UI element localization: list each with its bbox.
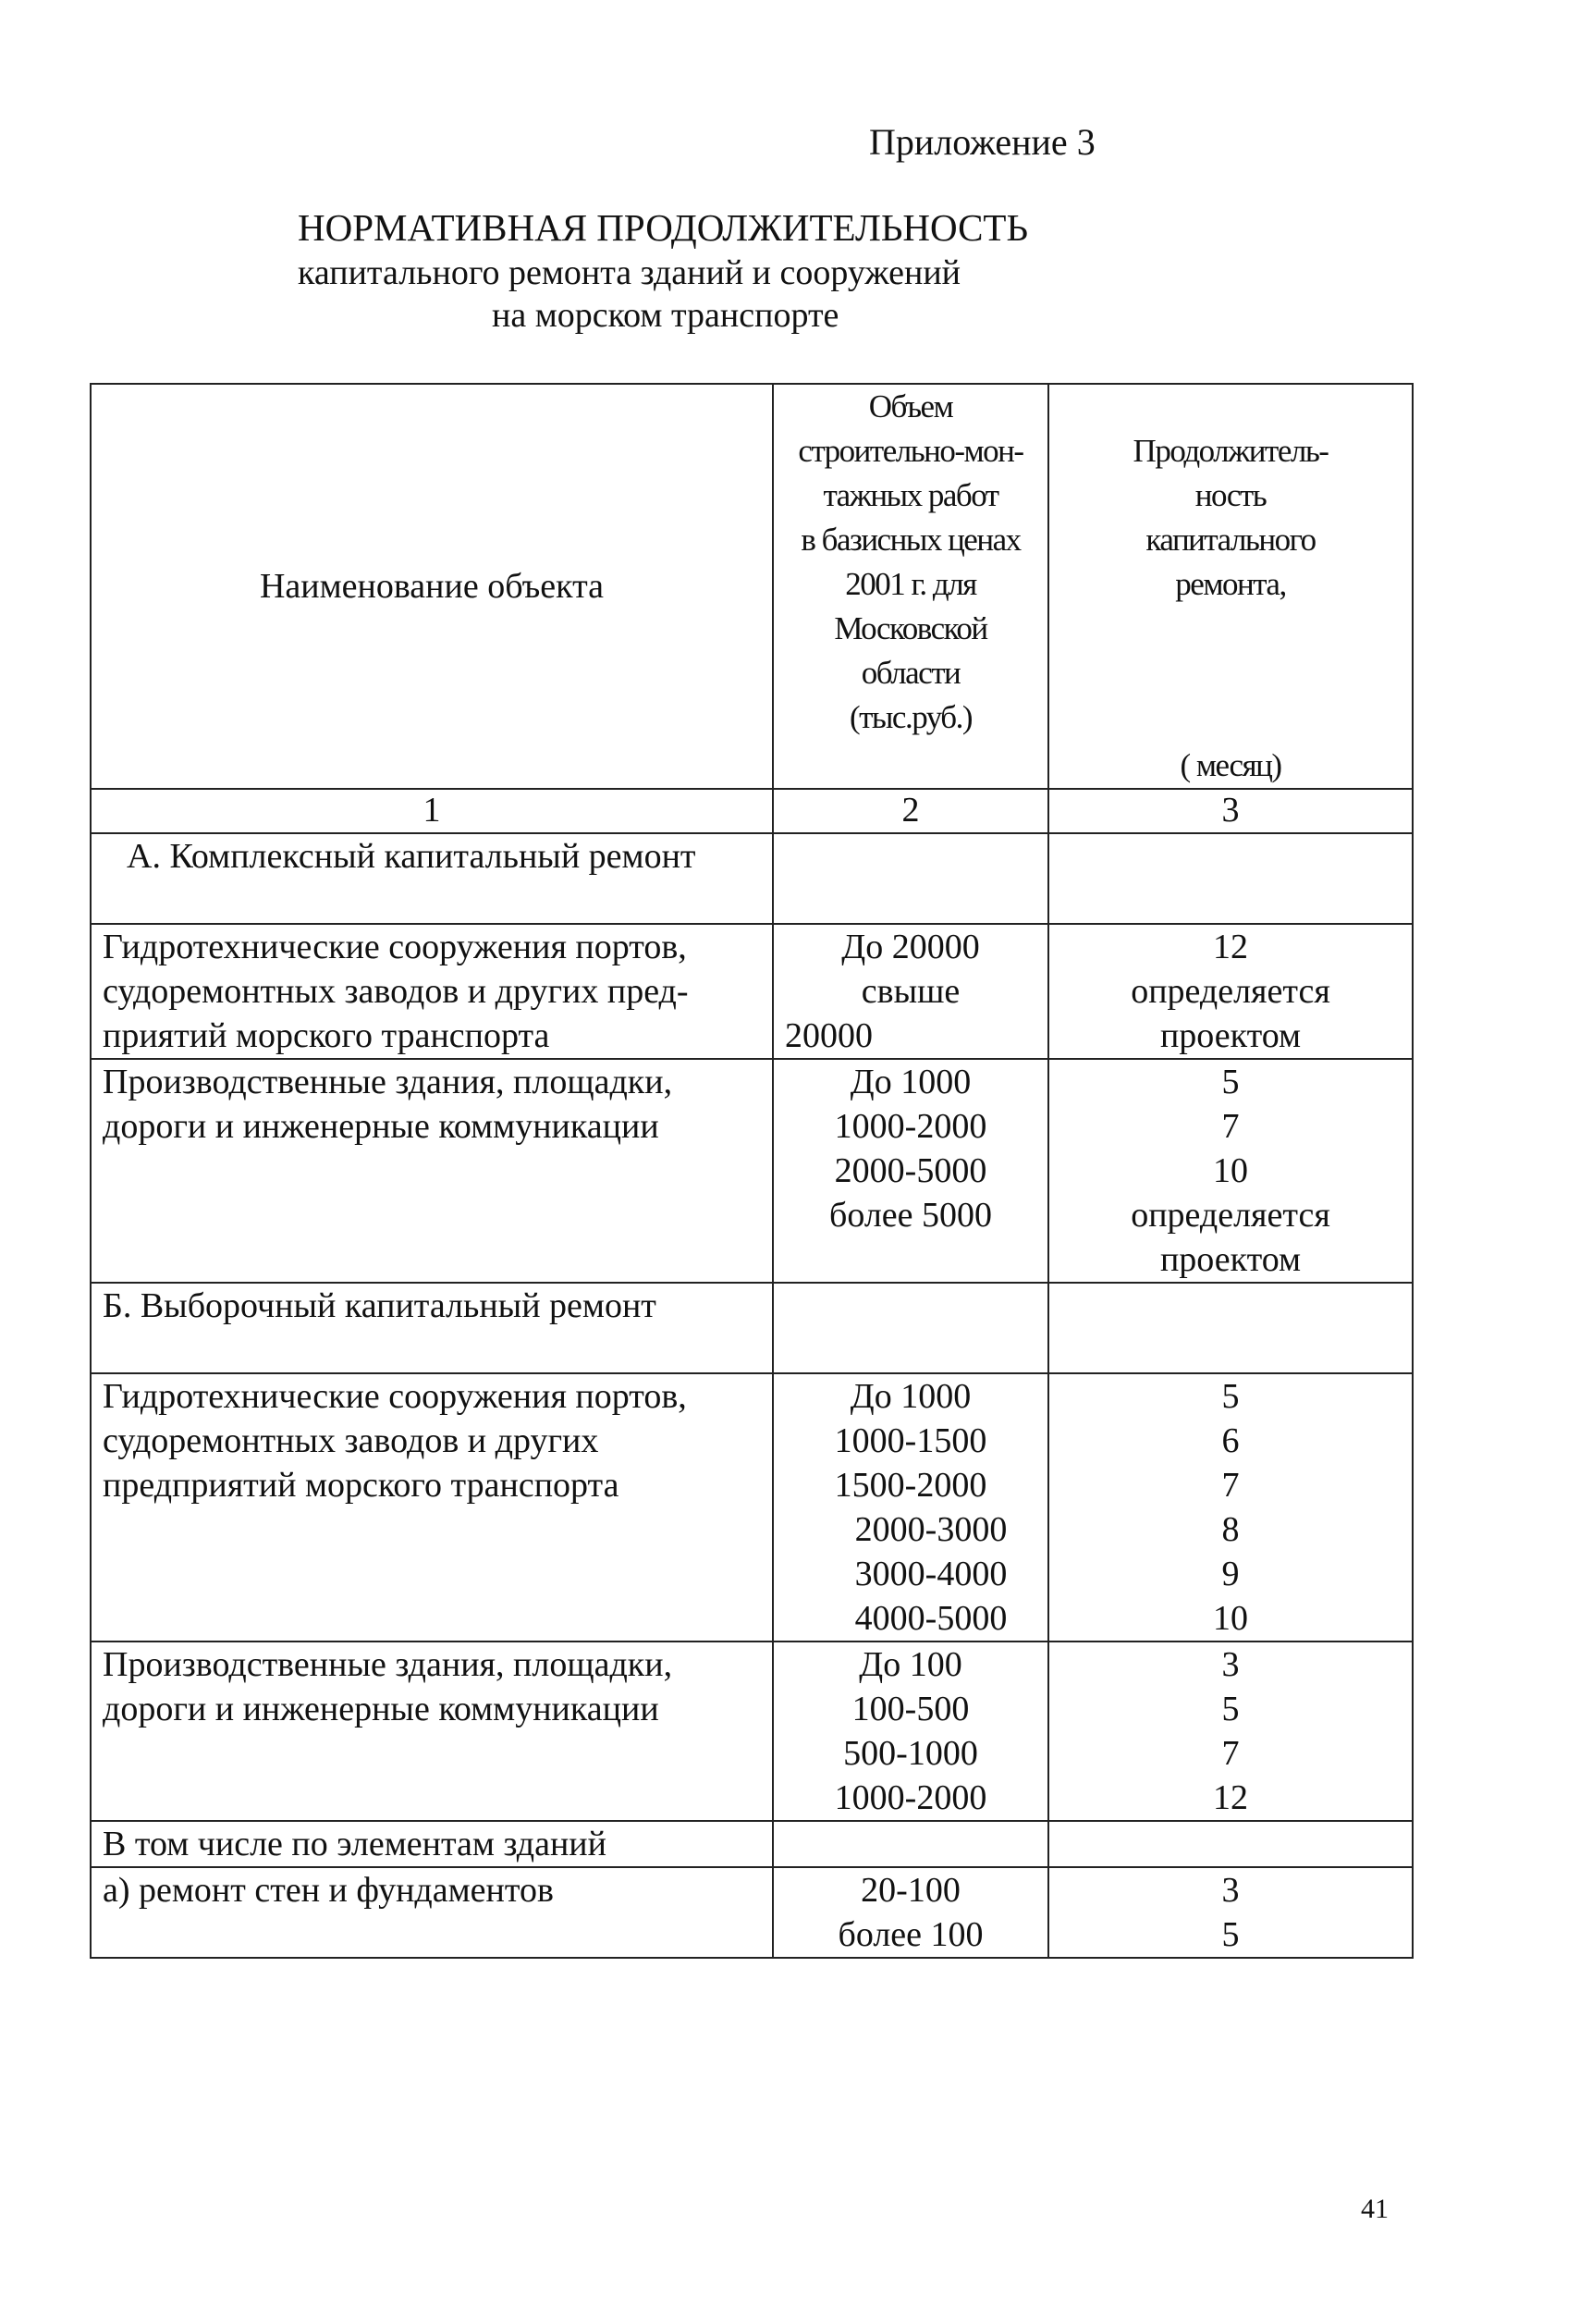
volume-cell <box>773 1059 1048 1283</box>
header-volume-line: (тыс.руб.) <box>849 699 973 735</box>
volume-cell <box>773 1867 1048 1958</box>
header-volume <box>773 384 1048 789</box>
duration-value: 7 <box>1221 1734 1240 1773</box>
object-name-cell <box>91 924 773 1059</box>
object-name-line: дороги и инженерные коммуникации <box>103 1107 659 1146</box>
header-volume-line: области <box>861 655 961 691</box>
object-name-line: дороги и инженерные коммуникации <box>103 1690 659 1728</box>
header-volume-line: строительно-мон- <box>798 433 1023 469</box>
duration-value: 6 <box>1221 1421 1240 1460</box>
empty-cell <box>1048 833 1413 924</box>
duration-cell <box>1048 1373 1413 1642</box>
volume-value: свыше <box>861 972 961 1011</box>
header-volume-line: 2001 г. для <box>845 566 976 602</box>
duration-value: 3 <box>1221 1645 1240 1684</box>
volume-value: 1500-2000 <box>834 1466 987 1505</box>
page-number: 41 <box>1361 2194 1389 2224</box>
volume-value: 20-100 <box>861 1871 961 1910</box>
object-name-line: предприятий морского транспорта <box>103 1466 619 1505</box>
header-duration-line: ность <box>1194 477 1267 513</box>
elements-heading: В том числе по элементам зданий <box>91 1821 773 1867</box>
duration-value: 5 <box>1221 1377 1240 1416</box>
object-name-line: а) ремонт стен и фундаментов <box>103 1871 554 1910</box>
object-name-line: приятий морского транспорта <box>103 1016 550 1055</box>
volume-value: 4000-5000 <box>854 1599 1008 1638</box>
empty-cell <box>773 1283 1048 1373</box>
column-number-row <box>91 789 1413 833</box>
header-volume-line: Объем <box>868 388 953 424</box>
object-name-line: Гидротехнические сооружения портов, <box>103 928 687 966</box>
volume-value: более 5000 <box>828 1196 993 1235</box>
header-volume-line: в базисных ценах <box>801 522 1021 558</box>
volume-value: До 100 <box>859 1645 962 1684</box>
empty-cell <box>773 1821 1048 1867</box>
object-name-line: Производственные здания, площадки, <box>103 1063 673 1101</box>
header-duration-line: капитального <box>1145 522 1316 558</box>
duration-value: 5 <box>1221 1915 1240 1954</box>
header-duration-line: ремонта, <box>1175 566 1286 602</box>
duration-value: 12 <box>1213 928 1248 966</box>
header-object-name: Наименование объекта <box>91 384 773 789</box>
duration-value: 5 <box>1221 1063 1240 1101</box>
duration-value: 10 <box>1213 1599 1248 1638</box>
norms-table <box>90 383 1414 1959</box>
document-title: НОРМАТИВНАЯ ПРОДОЛЖИТЕЛЬНОСТЬ <box>298 206 1029 249</box>
duration-value: определяется <box>1131 1196 1330 1235</box>
table-row <box>91 924 1413 1059</box>
table-row <box>91 1059 1413 1283</box>
column-number: 1 <box>91 789 773 833</box>
empty-cell <box>1048 1821 1413 1867</box>
table-row <box>91 1373 1413 1642</box>
duration-cell <box>1048 924 1413 1059</box>
volume-value: 3000-4000 <box>854 1555 1008 1593</box>
object-name-cell <box>91 1059 773 1283</box>
volume-value: До 20000 <box>841 928 980 966</box>
duration-value: 7 <box>1221 1107 1240 1146</box>
table-header-row <box>91 384 1413 789</box>
duration-value: 8 <box>1221 1510 1240 1549</box>
header-duration <box>1048 384 1413 789</box>
section-a-heading: А. Комплексный капитальный ремонт <box>91 833 773 924</box>
duration-value: 7 <box>1221 1466 1240 1505</box>
duration-value: проектом <box>1159 1016 1302 1055</box>
volume-value: 100-500 <box>851 1690 970 1728</box>
object-name-line: судоремонтных заводов и других <box>103 1421 599 1460</box>
duration-value: 3 <box>1221 1871 1240 1910</box>
document-subtitle-line-1: капитального ремонта зданий и сооружений <box>298 253 961 292</box>
header-volume-line: тажных работ <box>823 477 998 513</box>
volume-value: 500-1000 <box>843 1734 978 1773</box>
header-duration-line: Продолжитель- <box>1133 433 1329 469</box>
volume-value: 2000-3000 <box>854 1510 1008 1549</box>
document-subtitle-line-2: на морском транспорте <box>492 296 839 335</box>
appendix-label: Приложение 3 <box>869 121 1096 163</box>
duration-value: 10 <box>1213 1151 1248 1190</box>
duration-cell <box>1048 1642 1413 1821</box>
object-name-cell <box>91 1867 773 1958</box>
header-volume-line: Московской <box>834 610 987 646</box>
volume-value: До 1000 <box>850 1063 972 1101</box>
volume-value: 20000 <box>785 1016 873 1055</box>
object-name-line: судоремонтных заводов и других пред- <box>103 972 689 1011</box>
section-b-row <box>91 1283 1413 1373</box>
volume-cell <box>773 1642 1048 1821</box>
column-number: 2 <box>773 789 1048 833</box>
table-row <box>91 1642 1413 1821</box>
empty-cell <box>773 833 1048 924</box>
duration-value: 9 <box>1221 1555 1240 1593</box>
volume-value: 1000-2000 <box>834 1107 987 1146</box>
volume-cell <box>773 1373 1048 1642</box>
elements-heading-row <box>91 1821 1413 1867</box>
object-name-line: Производственные здания, площадки, <box>103 1645 673 1684</box>
column-number: 3 <box>1048 789 1413 833</box>
duration-value: определяется <box>1131 972 1330 1011</box>
volume-value: более 100 <box>838 1915 984 1954</box>
volume-cell <box>773 924 1048 1059</box>
volume-value: До 1000 <box>850 1377 972 1416</box>
volume-value: 2000-5000 <box>834 1151 987 1190</box>
empty-cell <box>1048 1283 1413 1373</box>
duration-value: проектом <box>1159 1240 1302 1279</box>
object-name-cell <box>91 1642 773 1821</box>
object-name-line: Гидротехнические сооружения портов, <box>103 1377 687 1416</box>
section-b-heading: Б. Выборочный капитальный ремонт <box>91 1283 773 1373</box>
table-row <box>91 1867 1413 1958</box>
volume-value: 1000-1500 <box>834 1421 987 1460</box>
duration-cell <box>1048 1059 1413 1283</box>
duration-value: 5 <box>1221 1690 1240 1728</box>
object-name-cell <box>91 1373 773 1642</box>
duration-value: 12 <box>1213 1778 1248 1817</box>
header-duration-unit: ( месяц) <box>1180 747 1281 783</box>
volume-value: 1000-2000 <box>834 1778 987 1817</box>
duration-cell <box>1048 1867 1413 1958</box>
section-a-row <box>91 833 1413 924</box>
